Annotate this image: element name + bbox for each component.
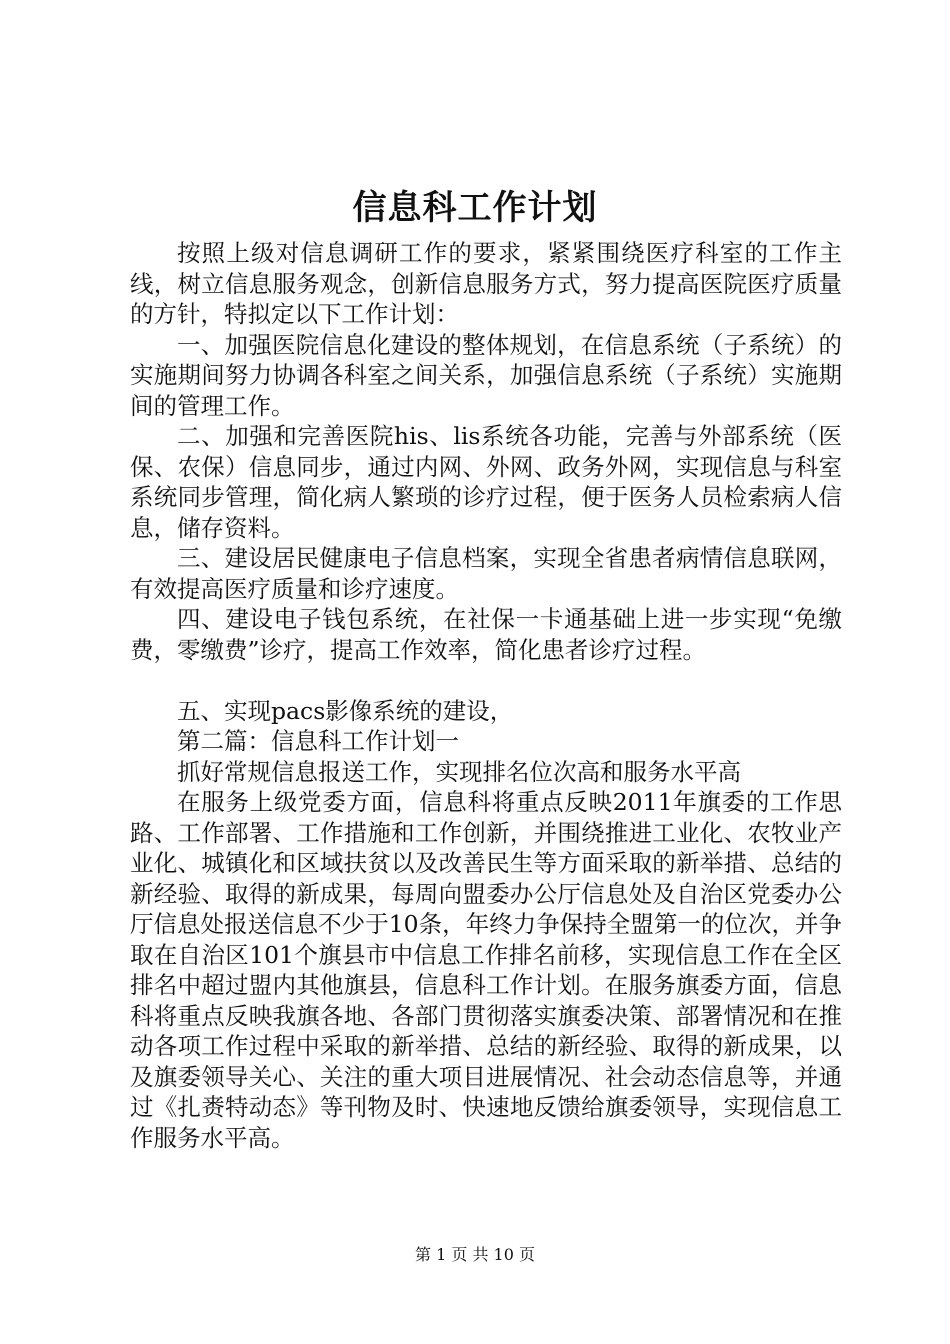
paragraph-service-plan: 在服务上级党委方面，信息科将重点反映2011年旗委的工作思路、工作部署、工作措施和工作创新，并围绕推进工业化、农牧业产业化、城镇化和区域扶贫以及改善民生等方面采取的新举措、总结的新经验、取得的新成果，每周向盟委办公厅信息处及自治区党委办公厅信息处报送信息不少于10条，年终力争保持全盟第一的位次，并争取在自治区101个旗县市中信息工作排名前移，实现信息工作在全区排名中超过盟内其他旗县，信息科工作计划。在服务旗委方面，信息科将重点反映我旗各地、各部门贯彻落实旗委决策、部署情况和在推动各项工作过程中采取的新举措、总结的新经验、取得的新成果，以及旗委领导关心、关注的重大项目进展情况、社会动态信息等，并通过《扎赉特动态》等刊物及时、快速地反馈给旗委领导，实现信息工作服务水平高。 <box>130 788 842 1152</box>
section-subheading: 抓好常规信息报送工作，实现排名位次高和服务水平高 <box>177 757 741 786</box>
paragraph-gap <box>130 665 842 696</box>
paragraph-item-1: 一、加强医院信息化建设的整体规划，在信息系统（子系统）的实施期间努力协调各科室之间关系，加强信息系统（子系统）实施期间的管理工作。 <box>130 330 842 420</box>
paragraph-item-2: 二、加强和完善医院his、lis系统各功能，完善与外部系统（医保、农保）信息同步，通过内网、外网、政务外网，实现信息与科室系统同步管理，简化病人繁琐的诊疗过程，便于医务人员检索病人信息，储存资料。 <box>130 422 842 542</box>
section-heading-part-two: 第二篇：信息科工作计划一 <box>177 727 459 755</box>
paragraph-item-4: 四、建设电子钱包系统，在社保一卡通基础上进一步实现“免缴费，零缴费”诊疗，提高工作效率，简化患者诊疗过程。 <box>130 605 842 664</box>
page-footer: 第 1 页 共 10 页 <box>415 1245 535 1264</box>
document-title: 信息科工作计划 <box>352 188 598 228</box>
paragraph-item-5: 五、实现pacs影像系统的建设， <box>177 696 514 725</box>
paragraph-intro: 按照上级对信息调研工作的要求，紧紧围绕医疗科室的工作主线，树立信息服务观念，创新信息服务方式，努力提高医院医疗质量的方针，特拟定以下工作计划： <box>130 239 842 328</box>
paragraph-item-3: 三、建设居民健康电子信息档案，实现全省患者病情信息联网，有效提高医疗质量和诊疗速度。 <box>130 544 842 603</box>
document-body <box>130 238 842 1153</box>
